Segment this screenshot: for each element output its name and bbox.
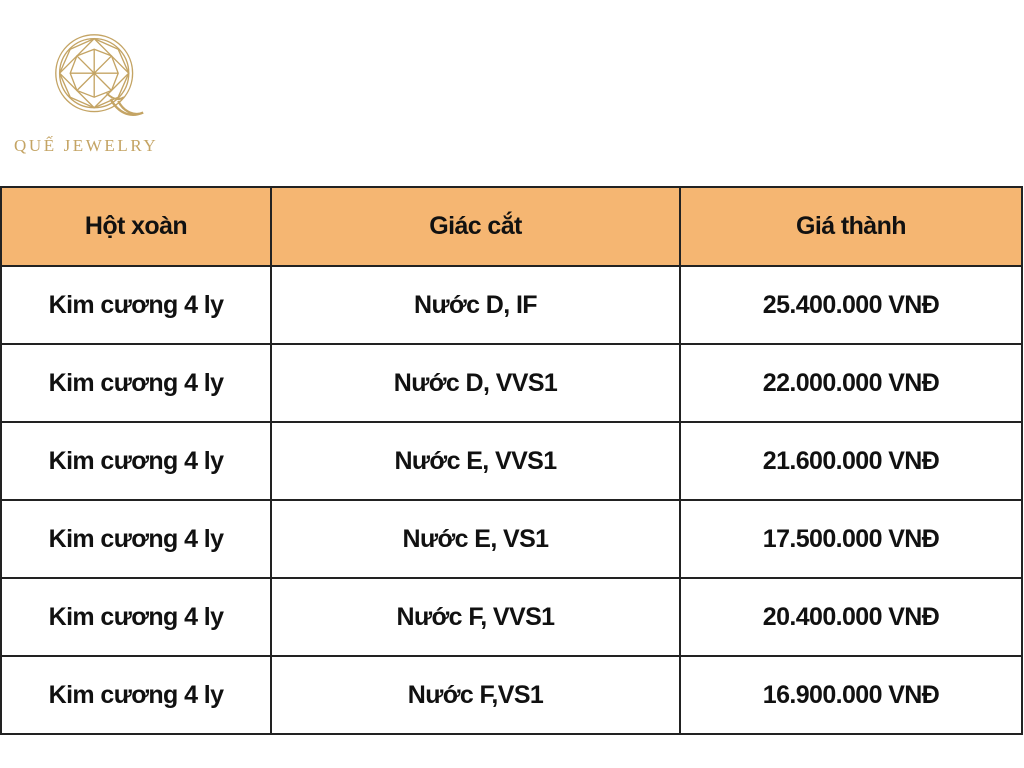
table-row xyxy=(1,656,1022,734)
column-header-stone: Hột xoàn xyxy=(1,187,271,266)
table-row xyxy=(1,266,1022,344)
cell-cut: Nước F,VS1 xyxy=(271,656,680,734)
cell-cut: Nước E, VS1 xyxy=(271,500,680,578)
cell-cut: Nước D, IF xyxy=(271,266,680,344)
table-row xyxy=(1,422,1022,500)
diamond-q-monogram-icon xyxy=(50,30,148,126)
cell-price: 22.000.000 VNĐ xyxy=(680,344,1022,422)
diamond-price-table xyxy=(0,186,1023,735)
table-row xyxy=(1,578,1022,656)
brand-logo xyxy=(12,30,182,160)
cell-stone: Kim cương 4 ly xyxy=(1,266,271,344)
cell-cut: Nước E, VVS1 xyxy=(271,422,680,500)
table-row xyxy=(1,344,1022,422)
cell-price: 21.600.000 VNĐ xyxy=(680,422,1022,500)
column-header-price: Giá thành xyxy=(680,187,1022,266)
table-row xyxy=(1,500,1022,578)
cell-stone: Kim cương 4 ly xyxy=(1,344,271,422)
column-header-cut: Giác cắt xyxy=(271,187,680,266)
cell-price: 20.400.000 VNĐ xyxy=(680,578,1022,656)
cell-stone: Kim cương 4 ly xyxy=(1,578,271,656)
cell-cut: Nước F, VVS1 xyxy=(271,578,680,656)
brand-name: QUẾ JEWELRY xyxy=(14,136,159,155)
cell-stone: Kim cương 4 ly xyxy=(1,422,271,500)
table-header-row xyxy=(1,187,1022,266)
cell-price: 16.900.000 VNĐ xyxy=(680,656,1022,734)
cell-cut: Nước D, VVS1 xyxy=(271,344,680,422)
cell-price: 17.500.000 VNĐ xyxy=(680,500,1022,578)
cell-price: 25.400.000 VNĐ xyxy=(680,266,1022,344)
cell-stone: Kim cương 4 ly xyxy=(1,500,271,578)
cell-stone: Kim cương 4 ly xyxy=(1,656,271,734)
